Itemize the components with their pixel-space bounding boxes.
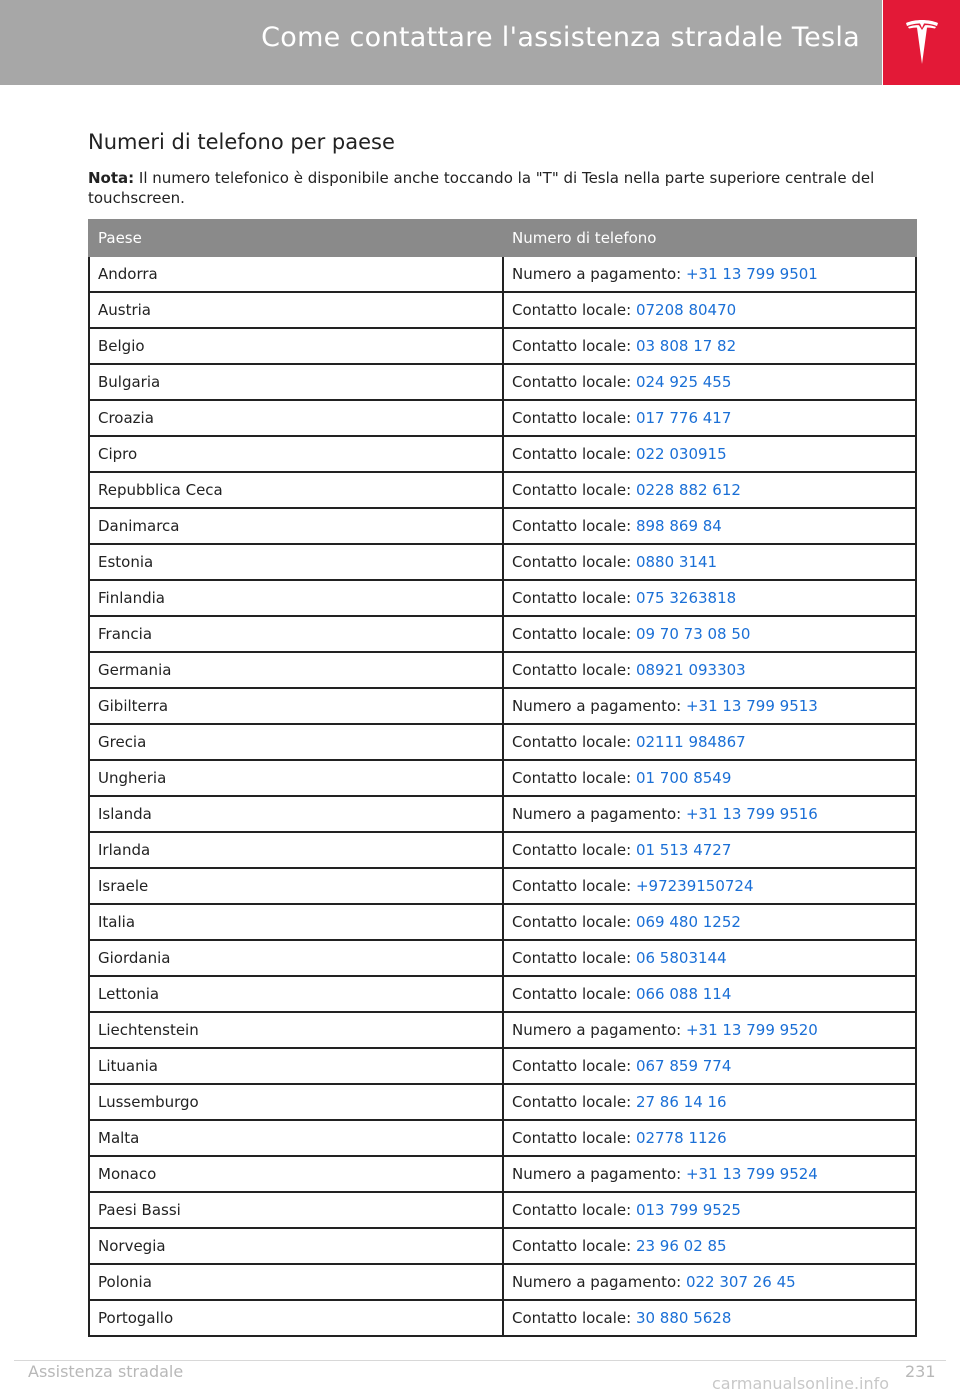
country-cell: Italia [89,904,503,940]
phone-type-label: Contatto locale: [512,661,636,679]
phone-type-label: Contatto locale: [512,1309,636,1327]
country-cell: Repubblica Ceca [89,472,503,508]
phone-type-label: Numero a pagamento: [512,697,686,715]
table-row [89,364,916,400]
table-row [89,652,916,688]
phone-type-label: Contatto locale: [512,877,636,895]
phone-type-label: Contatto locale: [512,1201,636,1219]
section-title: Numeri di telefono per paese [88,130,395,154]
table-row [89,1084,916,1120]
country-cell: Giordania [89,940,503,976]
phone-cell [503,688,916,724]
phone-number-link[interactable]: 024 925 455 [635,373,732,391]
footer-divider [14,1360,946,1361]
phone-cell [503,904,916,940]
note-text: Il numero telefonico è disponibile anche toccando la "T" di Tesla nella parte superiore centrale del touchscreen. [88,169,875,207]
page-header [0,0,882,85]
table-row [89,976,916,1012]
country-cell: Austria [89,292,503,328]
table-row [89,292,916,328]
phone-type-label: Numero a pagamento: [512,1021,686,1039]
table-header-row [89,220,916,256]
tesla-logo-icon [905,18,939,66]
phone-cell [503,256,916,292]
country-cell: Bulgaria [89,364,503,400]
country-cell: Irlanda [89,832,503,868]
table-row [89,544,916,580]
country-cell: Andorra [89,256,503,292]
phone-type-label: Contatto locale: [512,1093,636,1111]
table-row [89,328,916,364]
phone-type-label: Contatto locale: [512,337,636,355]
phone-number-link[interactable]: 02778 1126 [635,1129,727,1147]
table-row [89,400,916,436]
table-row [89,472,916,508]
phone-number-link[interactable]: 022 307 26 45 [685,1273,796,1291]
phone-number-link[interactable]: +31 13 799 9524 [685,1165,818,1183]
phone-cell [503,472,916,508]
table-row [89,796,916,832]
phone-type-label: Numero a pagamento: [512,805,686,823]
table-row [89,436,916,472]
table-row [89,868,916,904]
phone-cell [503,760,916,796]
country-cell: Croazia [89,400,503,436]
table-row [89,508,916,544]
table-row [89,616,916,652]
country-cell: Portogallo [89,1300,503,1336]
phone-cell [503,364,916,400]
phone-number-link[interactable]: 07208 80470 [635,301,737,319]
country-cell: Monaco [89,1156,503,1192]
phone-cell [503,1300,916,1336]
phone-cell [503,1120,916,1156]
phone-type-label: Numero a pagamento: [512,1273,686,1291]
footer-section-name: Assistenza stradale [28,1362,184,1381]
phone-cell [503,1048,916,1084]
phone-cell [503,796,916,832]
phone-cell [503,508,916,544]
phone-type-label: Contatto locale: [512,481,636,499]
phone-cell [503,544,916,580]
table-row [89,1048,916,1084]
table-row [89,1264,916,1300]
country-cell: Israele [89,868,503,904]
phone-number-link[interactable]: +31 13 799 9520 [685,1021,818,1039]
phone-number-link[interactable]: 017 776 417 [635,409,732,427]
page-title: Come contattare l'assistenza stradale Tesla [261,22,860,53]
phone-type-label: Numero a pagamento: [512,1165,686,1183]
phone-type-label: Contatto locale: [512,1057,636,1075]
phone-type-label: Contatto locale: [512,985,636,1003]
note [88,168,888,208]
phone-number-link[interactable]: 27 86 14 16 [635,1093,727,1111]
phone-type-label: Contatto locale: [512,517,636,535]
phone-number-link[interactable]: 075 3263818 [635,589,737,607]
country-cell: Paesi Bassi [89,1192,503,1228]
country-cell: Ungheria [89,760,503,796]
phone-number-link[interactable]: 03 808 17 82 [635,337,737,355]
column-header-country: Paese [89,220,503,256]
phone-number-link[interactable]: +31 13 799 9516 [685,805,818,823]
country-cell: Islanda [89,796,503,832]
phone-number-link[interactable]: 08921 093303 [635,661,746,679]
phone-type-label: Contatto locale: [512,1129,636,1147]
phone-type-label: Contatto locale: [512,733,636,751]
table-row [89,832,916,868]
country-cell: Belgio [89,328,503,364]
country-cell: Germania [89,652,503,688]
phone-type-label: Contatto locale: [512,913,636,931]
phone-cell [503,652,916,688]
phone-number-link[interactable]: 0228 882 612 [635,481,741,499]
country-cell: Malta [89,1120,503,1156]
phone-number-link[interactable]: 30 880 5628 [635,1309,732,1327]
phone-cell [503,940,916,976]
phone-number-link[interactable]: 069 480 1252 [635,913,741,931]
note-label: Nota: [88,169,135,187]
phone-number-link[interactable]: 01 700 8549 [635,769,732,787]
phone-number-link[interactable]: 898 869 84 [635,517,722,535]
phone-type-label: Contatto locale: [512,949,636,967]
phone-table [88,219,917,1337]
phone-type-label: Contatto locale: [512,409,636,427]
country-cell: Estonia [89,544,503,580]
table-row [89,1120,916,1156]
column-header-phone: Numero di telefono [503,220,916,256]
phone-number-link[interactable]: +31 13 799 9501 [685,265,818,283]
phone-number-link[interactable]: 06 5803144 [635,949,727,967]
phone-type-label: Contatto locale: [512,1237,636,1255]
country-cell: Finlandia [89,580,503,616]
table-row [89,1300,916,1336]
phone-cell [503,1012,916,1048]
phone-cell [503,400,916,436]
country-cell: Lussemburgo [89,1084,503,1120]
phone-cell [503,1084,916,1120]
phone-type-label: Contatto locale: [512,373,636,391]
tesla-logo-box [883,0,960,85]
country-cell: Lituania [89,1048,503,1084]
country-cell: Gibilterra [89,688,503,724]
phone-cell [503,976,916,1012]
country-cell: Danimarca [89,508,503,544]
phone-number-link[interactable]: 09 70 73 08 50 [635,625,751,643]
phone-type-label: Contatto locale: [512,445,636,463]
phone-number-link[interactable]: 067 859 774 [635,1057,732,1075]
phone-type-label: Contatto locale: [512,841,636,859]
phone-cell [503,616,916,652]
phone-cell [503,1264,916,1300]
phone-type-label: Contatto locale: [512,301,636,319]
phone-number-link[interactable]: 022 030915 [635,445,727,463]
table-row [89,724,916,760]
phone-number-link[interactable]: +97239150724 [635,877,754,895]
phone-cell [503,832,916,868]
phone-cell [503,328,916,364]
phone-type-label: Contatto locale: [512,769,636,787]
phone-type-label: Contatto locale: [512,625,636,643]
table-row [89,1192,916,1228]
phone-number-link[interactable]: 02111 984867 [635,733,746,751]
phone-cell [503,868,916,904]
table-row [89,940,916,976]
phone-number-link[interactable]: 23 96 02 85 [635,1237,727,1255]
phone-number-link[interactable]: 01 513 4727 [635,841,732,859]
table-row [89,760,916,796]
table-row [89,904,916,940]
phone-number-link[interactable]: 0880 3141 [635,553,718,571]
phone-cell [503,1228,916,1264]
country-cell: Norvegia [89,1228,503,1264]
watermark: carmanualsonline.info [712,1374,890,1393]
phone-number-link[interactable]: +31 13 799 9513 [685,697,818,715]
phone-type-label: Contatto locale: [512,553,636,571]
table-row [89,1228,916,1264]
phone-cell [503,436,916,472]
phone-cell [503,292,916,328]
table-row [89,1012,916,1048]
phone-number-link[interactable]: 066 088 114 [635,985,732,1003]
table-row [89,688,916,724]
phone-type-label: Numero a pagamento: [512,265,686,283]
phone-type-label: Contatto locale: [512,589,636,607]
table-body [89,256,916,1336]
table-row [89,256,916,292]
country-cell: Grecia [89,724,503,760]
country-cell: Polonia [89,1264,503,1300]
phone-cell [503,580,916,616]
table-row [89,1156,916,1192]
country-cell: Cipro [89,436,503,472]
country-cell: Lettonia [89,976,503,1012]
phone-cell [503,724,916,760]
phone-number-link[interactable]: 013 799 9525 [635,1201,741,1219]
phone-cell [503,1156,916,1192]
table-row [89,580,916,616]
phone-cell [503,1192,916,1228]
country-cell: Francia [89,616,503,652]
country-cell: Liechtenstein [89,1012,503,1048]
page-number: 231 [905,1362,936,1381]
